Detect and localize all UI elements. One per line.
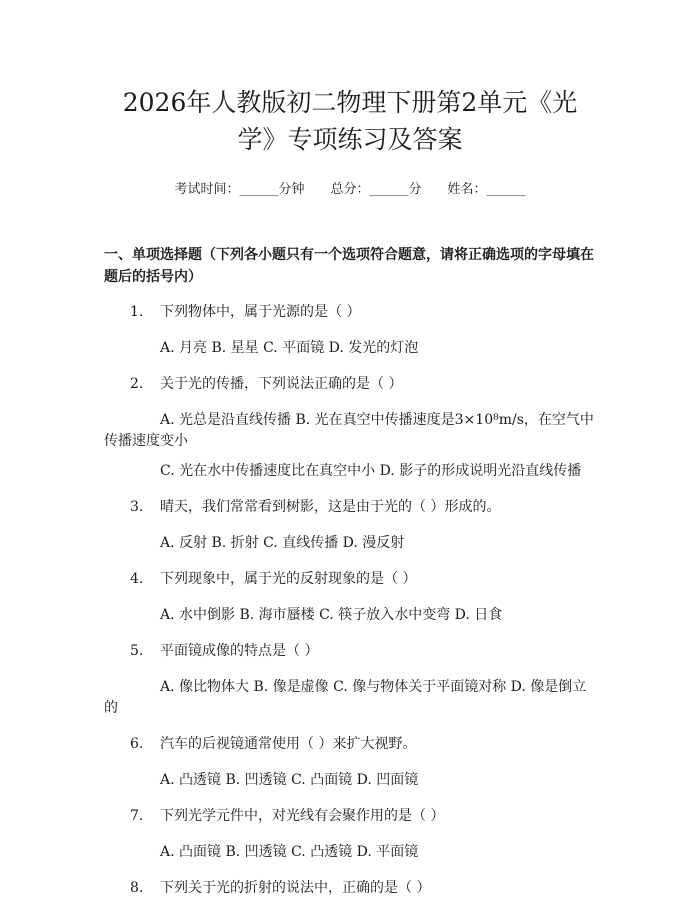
exam-info-line [104,180,596,200]
question-number: 5. [130,643,144,659]
question-options: A. 反射 B. 折射 C. 直线传播 D. 漫反射 [160,535,405,551]
question-options: A. 凸面镜 B. 凹透镜 C. 凸透镜 D. 平面镜 [160,844,419,860]
question-options: A. 光总是沿直线传播 B. 光在真空中传播速度是3×10⁸m/s，在空气中传播速度变小 [104,412,594,449]
question-options: A. 月亮 B. 星星 C. 平面镜 D. 发光的灯泡 [160,340,419,356]
section-heading: 一、单项选择题（下列各小题只有一个选项符合题意，请将正确选项的字母填在题后的括号内） [104,247,594,285]
question-options: A. 凸透镜 B. 凹透镜 C. 凸面镜 D. 凹面镜 [160,772,419,788]
question-number: 1. [130,304,144,320]
question-text: 平面镜成像的特点是（ ） [160,643,319,659]
question-text: 关于光的传播，下列说法正确的是（ ） [160,376,403,392]
question-number: 7. [130,808,144,824]
question-number: 6. [130,736,144,752]
question-text: 汽车的后视镜通常使用（ ）来扩大视野。 [160,736,417,752]
question-number: 2. [130,376,144,392]
question-stem [104,569,596,590]
question-options: C. 光在水中传播速度比在真空中小 D. 影子的形成说明光沿直线传播 [160,463,582,479]
question-text: 下列关于光的折射的说法中，正确的是（ ） [160,880,431,896]
question-stem [104,302,596,323]
question-stem [104,374,596,395]
question-text: 下列物体中，属于光源的是（ ） [160,304,361,320]
question-text: 下列现象中，属于光的反射现象的是（ ） [160,571,417,587]
question-text: 下列光学元件中，对光线有会聚作用的是（ ） [160,808,445,824]
question-number: 8. [130,880,144,896]
question-stem [104,734,596,755]
document-title: 2026年人教版初二物理下册第2单元《光学》专项练习及答案 [122,88,578,154]
question-number: 4. [130,571,144,587]
question-text: 晴天，我们常常看到树影，这是由于光的（ ）形成的。 [160,499,501,515]
question-stem [104,878,596,899]
student-name-field: 姓名：______ [447,182,526,197]
question-stem [104,641,596,662]
exam-time-field: 考试时间：______分钟 [174,182,305,197]
question-number: 3. [130,499,144,515]
question-options: A. 像比物体大 B. 像是虚像 C. 像与物体关于平面镜对称 D. 像是倒立的 [104,679,587,716]
total-score-field: 总分：______分 [330,182,422,197]
question-list [104,302,596,899]
question-options: A. 水中倒影 B. 海市蜃楼 C. 筷子放入水中变弯 D. 日食 [160,607,503,623]
question-stem [104,497,596,518]
question-stem [104,806,596,827]
